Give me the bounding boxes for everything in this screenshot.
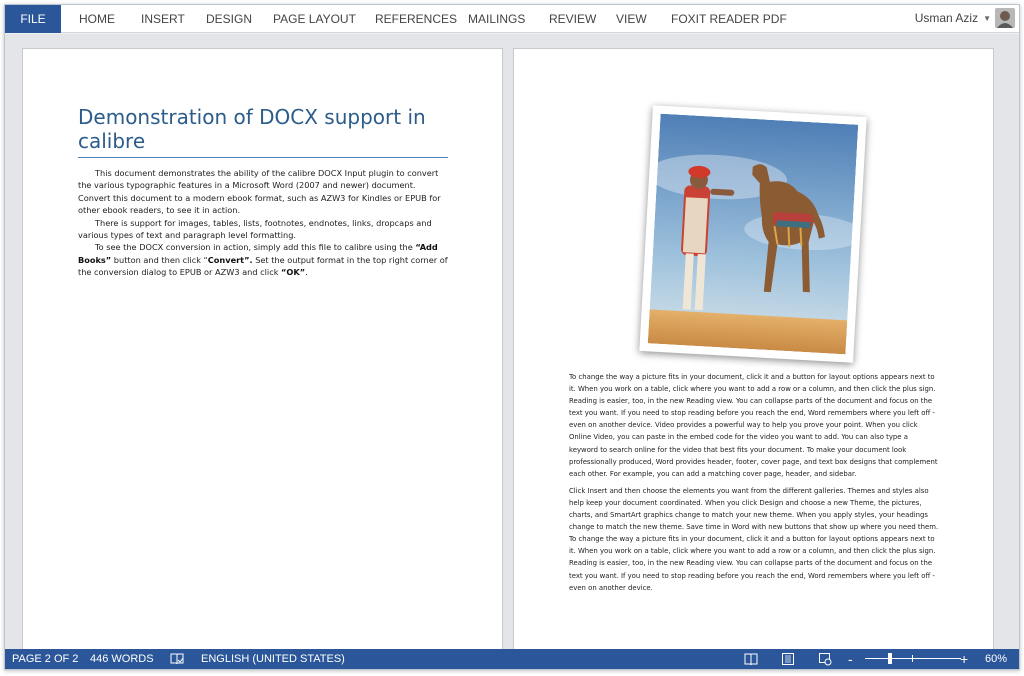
tab-page-layout[interactable]: PAGE LAYOUT xyxy=(273,12,356,26)
page-count[interactable]: PAGE 2 OF 2 xyxy=(12,653,79,665)
avatar-image xyxy=(995,8,1015,28)
intro-p3-text-g: . xyxy=(305,267,308,278)
page-right[interactable] xyxy=(513,48,994,654)
zoom-slider[interactable] xyxy=(865,658,961,659)
right-paragraph-2: Click Insert and then choose the elements you want from the different galleries. Themes and styles also help keep your document coordinated. When you click Design and choose a new Theme, the pictures, charts, and SmartArt graphics change to match your new theme. When you apply styles, your headings change to match the new theme. Save time in Word with new buttons that show up where you need them. To change the way a picture fits in your document, click it and a button for layout options appears next to it. When you work on a table, click where you want to add a row or a column, and then click the plus sign. Reading is easier, too, in the new Reading view. You can collapse parts of the document and focus on the text you want. If you need to stop reading before you reach the end, Word remembers where you left off - even on another device. xyxy=(569,486,939,592)
intro-p3-text-a: To see the DOCX conversion in action, simply add this file to calibre using the xyxy=(95,242,416,253)
tab-references[interactable]: REFERENCES xyxy=(375,12,458,26)
tab-design[interactable]: DESIGN xyxy=(206,12,253,26)
zoom-in-button[interactable]: + xyxy=(960,651,969,667)
web-layout-icon[interactable] xyxy=(818,652,832,666)
tab-file[interactable]: FILE xyxy=(5,5,61,33)
zoom-level[interactable]: 60% xyxy=(985,653,1008,665)
language[interactable]: ENGLISH (UNITED STATES) xyxy=(201,653,345,665)
intro-text xyxy=(78,167,448,279)
user-account-menu[interactable] xyxy=(915,5,991,33)
user-name: Usman Aziz xyxy=(914,11,979,25)
zoom-slider-thumb[interactable] xyxy=(888,653,892,664)
ok-label: “OK” xyxy=(281,267,306,278)
photo-image xyxy=(648,114,859,355)
document-area[interactable] xyxy=(5,34,1019,649)
tab-view[interactable]: VIEW xyxy=(616,12,647,26)
intro-p3-text-e: Set the output format in the top right corner of the conversion dialog to EPUB or AZW3 and click xyxy=(78,254,448,278)
page-left[interactable] xyxy=(22,48,503,654)
add-books-label: “Add Books” xyxy=(78,242,438,265)
zoom-out-button[interactable]: - xyxy=(848,651,853,667)
camel-photo[interactable] xyxy=(639,105,866,363)
zoom-slider-center-mark xyxy=(912,655,913,662)
tab-insert[interactable]: INSERT xyxy=(141,12,185,26)
tab-home[interactable]: HOME xyxy=(79,12,115,26)
word-window xyxy=(4,4,1020,670)
intro-paragraph-2: There is support for images, tables, lists, footnotes, endnotes, links, dropcaps and various types of text and paragraph level formatting. xyxy=(78,217,432,241)
ribbon-tab-bar xyxy=(5,5,1019,33)
tab-mailings[interactable]: MAILINGS xyxy=(468,12,526,26)
tab-review[interactable]: REVIEW xyxy=(549,12,597,26)
convert-label: Convert”. xyxy=(207,254,253,265)
chevron-down-icon: ▼ xyxy=(983,13,991,23)
document-title: Demonstration of DOCX support in calibre xyxy=(78,105,426,153)
word-count[interactable]: 446 WORDS xyxy=(90,653,154,665)
title-underline xyxy=(78,157,448,158)
intro-paragraph-3 xyxy=(78,241,448,278)
right-paragraph-1: To change the way a picture fits in your document, click it and a button for layout options appears next to it. When you work on a table, click where you want to add a row or a column, and then click the plus sign. Reading is easier, too, in the new Reading view. You can collapse parts of the document and focus on the text you want. If you need to stop reading before you reach the end, Word remembers where you left off - even on another device. Video provides a powerful way to help you prove your point. When you click Online Video, you can paste in the embed code for the video you want to add. You can also type a keyword to search online for the video that best fits your document. To make your document look professionally produced, Word provides header, footer, cover page, and text box designs that complement each other. For example, you can add a matching cover page, header, and sidebar. xyxy=(569,373,938,478)
intro-p3-text-c: button and then click “ xyxy=(111,254,208,265)
avatar[interactable] xyxy=(995,8,1015,28)
intro-paragraph-1: This document demonstrates the ability of the calibre DOCX Input plugin to convert the various typographic features in a Microsoft Word (2007 and newer) document. Convert this document to a modern ebook format, such as AZW3 for Kindles or EPUB for other ebook readers, to see it in action. xyxy=(78,168,441,216)
read-mode-icon[interactable] xyxy=(744,652,758,666)
proofing-icon[interactable] xyxy=(170,652,184,666)
tab-foxit-reader-pdf[interactable]: FOXIT READER PDF xyxy=(671,12,787,26)
right-page-text xyxy=(569,371,939,594)
print-layout-icon[interactable] xyxy=(781,652,795,666)
status-bar xyxy=(5,649,1019,669)
